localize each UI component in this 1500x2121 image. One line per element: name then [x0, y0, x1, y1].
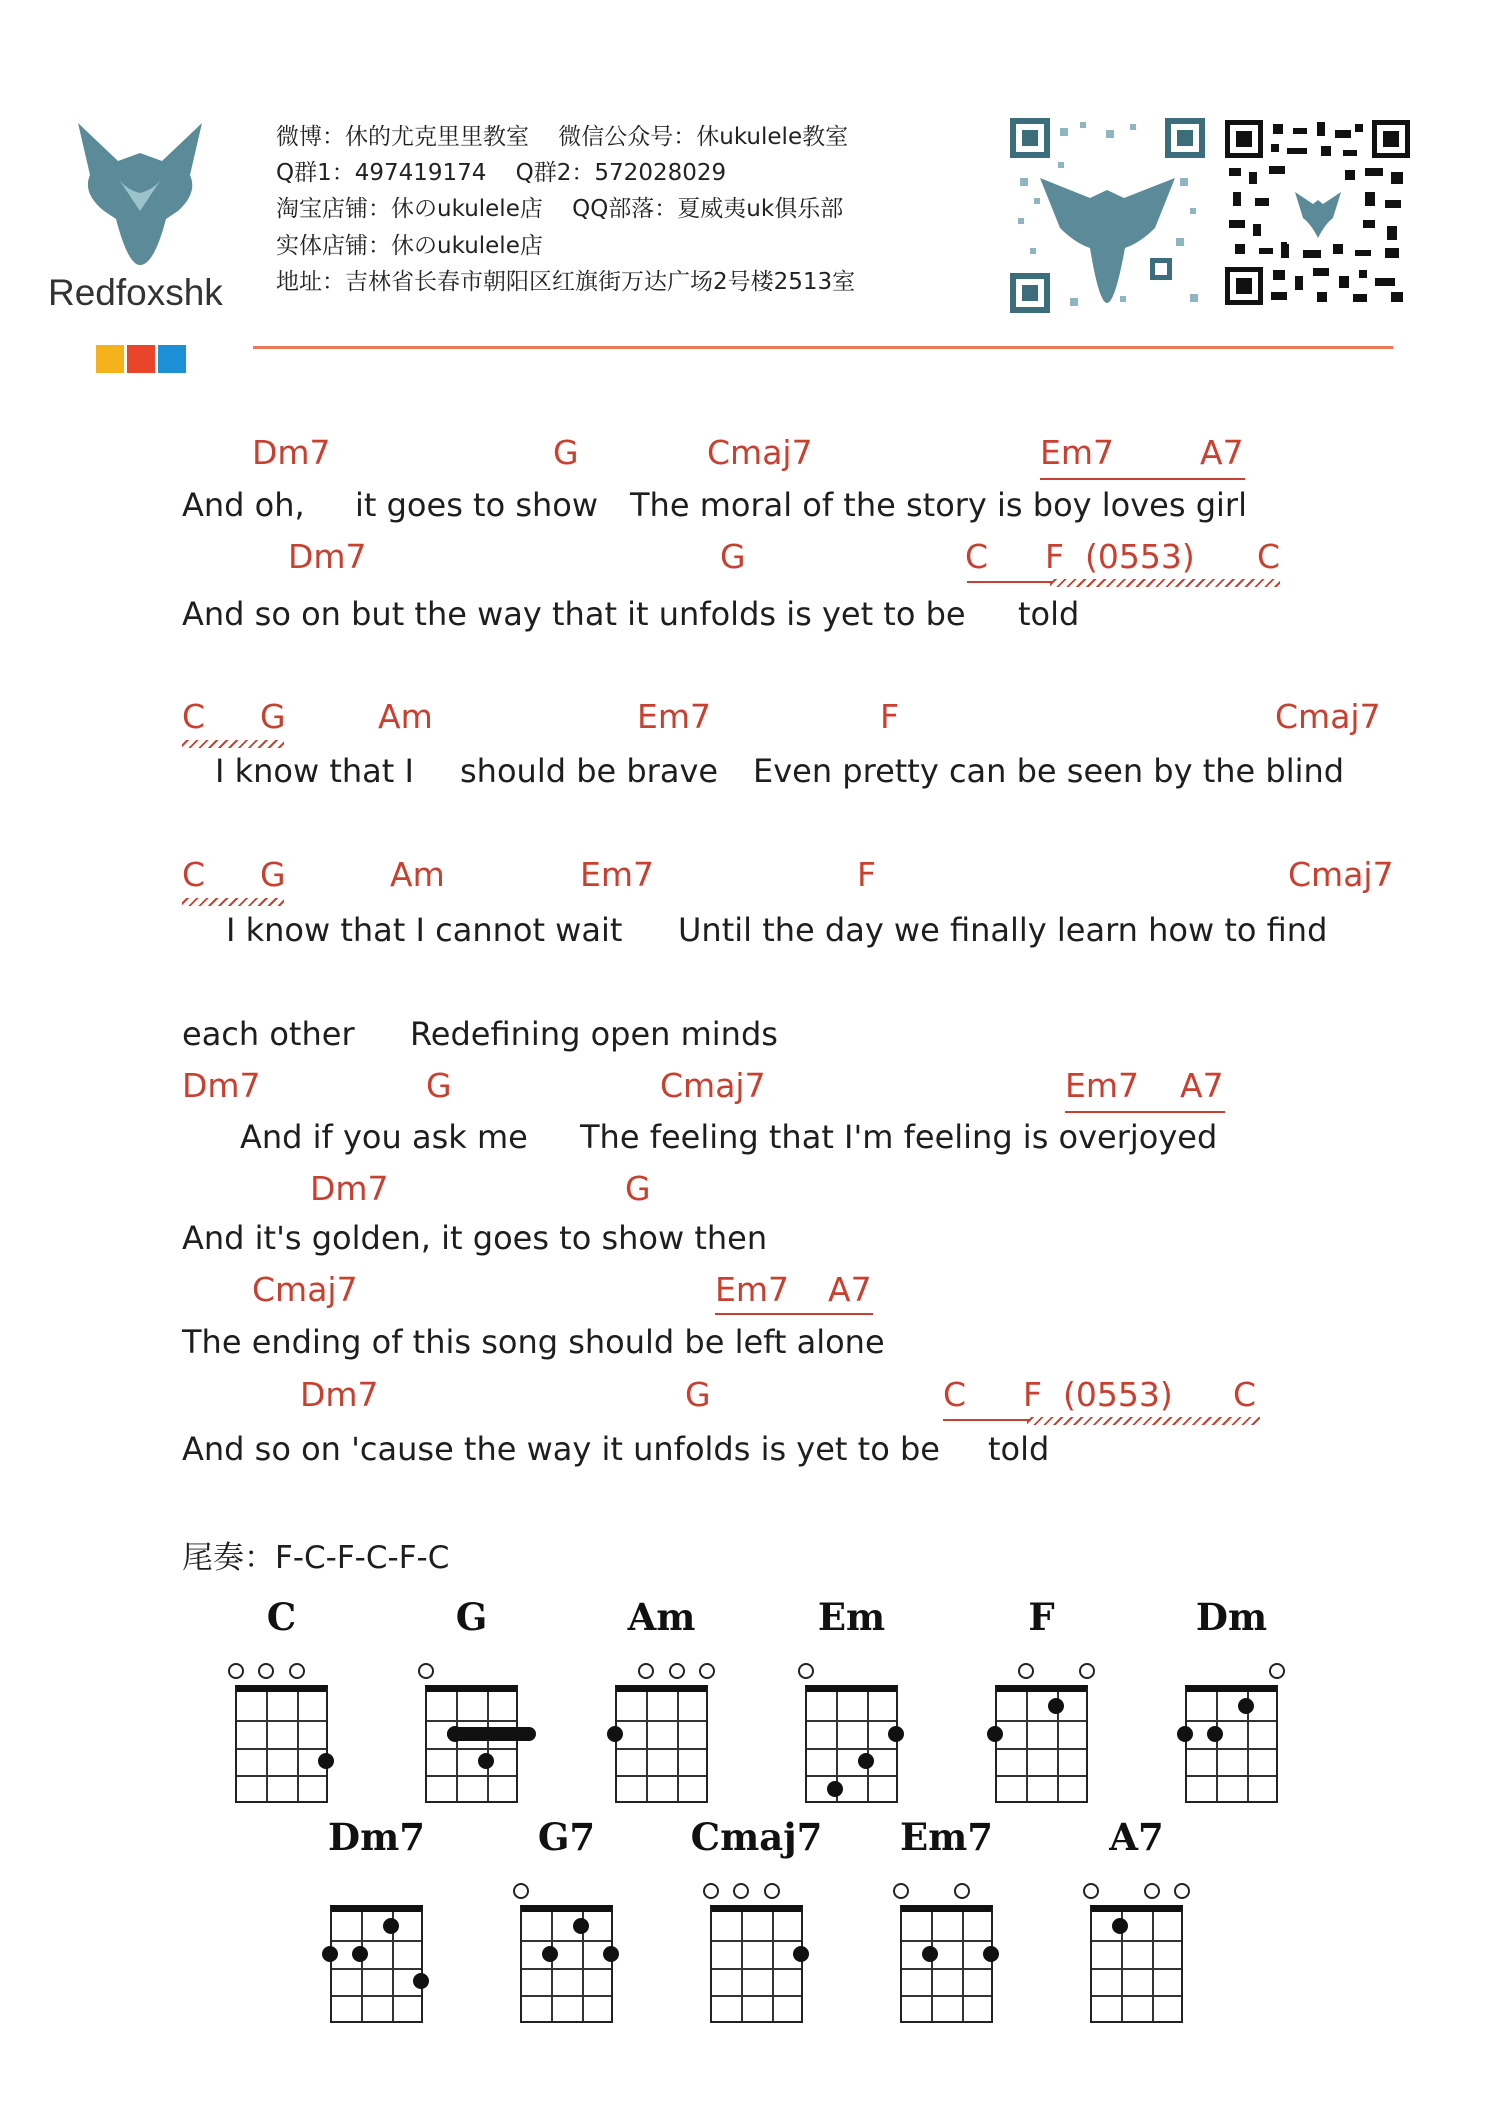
chord-label: Cmaj7 [707, 433, 813, 472]
fret-line [712, 1940, 801, 1942]
fret-line [427, 1720, 516, 1722]
header-divider [253, 346, 1393, 349]
fret-line [1092, 1968, 1181, 1970]
string-line [772, 1912, 774, 2021]
info-line-address: 地址：吉林省长春市朝阳区红旗街万达广场2号楼2513室 [276, 269, 856, 295]
fret-line [807, 1775, 896, 1777]
fret-line [807, 1748, 896, 1750]
finger-dot [542, 1946, 558, 1962]
fret-line [237, 1775, 326, 1777]
open-string-marker [669, 1663, 685, 1679]
finger-dot [478, 1753, 494, 1769]
finger-dot [983, 1946, 999, 1962]
qr-code-taobao[interactable] [1225, 120, 1410, 305]
chord-label: G [553, 433, 579, 472]
chord-label: C [943, 1375, 967, 1414]
open-string-marker [418, 1663, 434, 1679]
fret-line [997, 1775, 1086, 1777]
lyric-line: it goes to show [355, 486, 599, 524]
lyric-line: told [1018, 595, 1080, 633]
fret-line [712, 1968, 801, 1970]
finger-dot [987, 1726, 1003, 1742]
chord-wavy-underline [1050, 579, 1280, 587]
info-line-qq-groups: Q群1：497419174 Q群2：572028029 [276, 160, 727, 186]
fret-line [237, 1720, 326, 1722]
fret-line [1187, 1775, 1276, 1777]
chord-label: G [426, 1066, 452, 1105]
finger-dot [322, 1946, 338, 1962]
fret-line [332, 1940, 421, 1942]
string-line [1026, 1692, 1028, 1801]
open-string-marker [1079, 1663, 1095, 1679]
finger-dot [922, 1946, 938, 1962]
string-line [1152, 1912, 1154, 2021]
finger-dot [383, 1918, 399, 1934]
string-line [677, 1692, 679, 1801]
lyric-line: I know that I [215, 752, 414, 790]
chord-label: Em7 [637, 697, 711, 736]
open-string-marker [258, 1663, 274, 1679]
open-string-marker [1269, 1663, 1285, 1679]
chord-wavy-underline [1027, 1417, 1260, 1425]
fox-logo [70, 115, 210, 265]
chord-chart-grid [615, 1685, 708, 1803]
chord-label: Cmaj7 [660, 1066, 766, 1105]
open-string-marker [699, 1663, 715, 1679]
chord-label: Em7 [1065, 1066, 1139, 1105]
brand-square-red [127, 345, 155, 373]
fret-line [997, 1748, 1086, 1750]
fret-line [902, 1940, 991, 1942]
chord-label: A7 [1200, 433, 1244, 472]
lyric-line: And if you ask me [240, 1118, 528, 1156]
chord-label: Em7 [715, 1270, 789, 1309]
lyric-line: Even pretty can be seen by the blind [753, 752, 1345, 790]
chord-label: Dm7 [288, 537, 367, 576]
string-line [1216, 1692, 1218, 1801]
fret-line [617, 1720, 706, 1722]
chord-chart-grid [805, 1685, 898, 1803]
string-line [266, 1692, 268, 1801]
chord-chart-name: A7 [1109, 1815, 1164, 1859]
lyric-line: Until the day we finally learn how to find [678, 911, 1328, 949]
qr-code-wechat[interactable] [1010, 118, 1205, 313]
finger-dot [352, 1946, 368, 1962]
string-line [867, 1692, 869, 1801]
lyric-line: And so on 'cause the way it unfolds is yet to be [182, 1430, 940, 1468]
chord-label: C [182, 855, 206, 894]
chord-chart-name: Dm [1195, 1595, 1268, 1639]
chord-label: Em7 [1040, 433, 1114, 472]
finger-dot [607, 1726, 623, 1742]
open-string-marker [638, 1663, 654, 1679]
fret-line [1092, 1995, 1181, 1997]
chord-label: G [720, 537, 746, 576]
open-string-marker [1144, 1883, 1160, 1899]
chord-label: F [857, 855, 876, 894]
finger-dot [573, 1918, 589, 1934]
outro-label: 尾奏：F-C-F-C-F-C [182, 1540, 450, 1576]
string-line [297, 1692, 299, 1801]
info-line-shops: 淘宝店铺：休のukulele店 QQ部落：夏威夷uk俱乐部 [276, 196, 844, 222]
chord-chart-name: F [1028, 1595, 1055, 1639]
string-line [551, 1912, 553, 2021]
chord-label: A7 [828, 1270, 872, 1309]
chord-label: F (0553) [1045, 537, 1195, 576]
string-line [456, 1692, 458, 1801]
lyric-line: each other [182, 1015, 355, 1053]
brand-name: Redfoxshk [48, 272, 223, 313]
chord-chart-grid [425, 1685, 518, 1803]
finger-dot [858, 1753, 874, 1769]
lyric-line: And it's golden, it goes to show then [182, 1219, 768, 1257]
brand-square-blue [158, 345, 186, 373]
open-string-marker [893, 1883, 909, 1899]
chord-chart-grid [235, 1685, 328, 1803]
fret-line [712, 1995, 801, 1997]
barre-bar [447, 1727, 536, 1741]
lyric-line: And so on but the way that it unfolds is yet to be [182, 595, 966, 633]
chord-chart-grid [1185, 1685, 1278, 1803]
finger-dot [1207, 1726, 1223, 1742]
chord-chart-grid [330, 1905, 423, 2023]
finger-dot [1238, 1698, 1254, 1714]
info-line-social: 微博：休的尤克里里教室 微信公众号：休ukulele教室 [276, 124, 849, 150]
fret-line [807, 1720, 896, 1722]
open-string-marker [764, 1883, 780, 1899]
open-string-marker [513, 1883, 529, 1899]
fret-line [522, 1940, 611, 1942]
fret-line [427, 1775, 516, 1777]
chord-label: G [625, 1169, 651, 1208]
chord-label: G [685, 1375, 711, 1414]
finger-dot [318, 1753, 334, 1769]
fret-line [902, 1968, 991, 1970]
chord-chart-grid [710, 1905, 803, 2023]
chord-label: Dm7 [252, 433, 331, 472]
lyric-line: told [988, 1430, 1050, 1468]
chord-chart-name: Am [627, 1595, 696, 1639]
brand-square-yellow [96, 345, 124, 373]
lyric-line: And oh, [182, 486, 305, 524]
chord-chart-grid [995, 1685, 1088, 1803]
chord-label: A7 [1180, 1066, 1224, 1105]
fret-line [902, 1995, 991, 1997]
chord-underline [967, 581, 1052, 583]
lyric-line: The ending of this song should be left alone [182, 1323, 885, 1361]
chord-label: C [1233, 1375, 1257, 1414]
open-string-marker [1174, 1883, 1190, 1899]
lyric-line: I know that I cannot wait [226, 911, 623, 949]
chord-label: F [880, 697, 899, 736]
info-line-store: 实体店铺：休のukulele店 [276, 233, 543, 259]
string-line [487, 1692, 489, 1801]
string-line [931, 1912, 933, 2021]
chord-label: G [260, 697, 286, 736]
chord-chart-name: G7 [537, 1815, 596, 1859]
chord-label: Em7 [580, 855, 654, 894]
chord-wavy-underline [182, 898, 284, 906]
chord-underline [1065, 1111, 1225, 1113]
fret-line [522, 1968, 611, 1970]
fret-line [997, 1720, 1086, 1722]
finger-dot [1177, 1726, 1193, 1742]
chord-underline [943, 1419, 1029, 1421]
open-string-marker [1083, 1883, 1099, 1899]
chord-chart-name: Dm7 [328, 1815, 425, 1859]
open-string-marker [954, 1883, 970, 1899]
chord-label: C [182, 697, 206, 736]
finger-dot [888, 1726, 904, 1742]
open-string-marker [733, 1883, 749, 1899]
chord-wavy-underline [182, 740, 284, 748]
finger-dot [413, 1973, 429, 1989]
open-string-marker [228, 1663, 244, 1679]
chord-label: G [260, 855, 286, 894]
finger-dot [603, 1946, 619, 1962]
string-line [361, 1912, 363, 2021]
fret-line [1187, 1748, 1276, 1750]
fret-line [237, 1748, 326, 1750]
chord-label: Dm7 [300, 1375, 379, 1414]
fret-line [332, 1995, 421, 1997]
chord-chart-name: Em [817, 1595, 886, 1639]
open-string-marker [289, 1663, 305, 1679]
chord-chart-name: Em7 [899, 1815, 994, 1859]
fret-line [522, 1995, 611, 1997]
chord-label: C [1257, 537, 1281, 576]
chord-label: Dm7 [182, 1066, 261, 1105]
finger-dot [1048, 1698, 1064, 1714]
string-line [962, 1912, 964, 2021]
lyric-line: Redefining open minds [410, 1015, 778, 1053]
finger-dot [793, 1946, 809, 1962]
chord-chart-name: Cmaj7 [690, 1815, 823, 1859]
fret-line [427, 1748, 516, 1750]
chord-chart-name: C [266, 1595, 297, 1639]
chord-label: Cmaj7 [1275, 697, 1381, 736]
string-line [646, 1692, 648, 1801]
open-string-marker [703, 1883, 719, 1899]
fret-line [617, 1748, 706, 1750]
open-string-marker [798, 1663, 814, 1679]
chord-label: Am [378, 697, 433, 736]
chord-chart-grid [900, 1905, 993, 2023]
chord-label: F (0553) [1023, 1375, 1173, 1414]
chord-underline [1040, 478, 1245, 480]
chord-underline [715, 1313, 873, 1315]
lyric-line: The feeling that I'm feeling is overjoyed [580, 1118, 1218, 1156]
chord-label: Am [390, 855, 445, 894]
chord-label: Dm7 [310, 1169, 389, 1208]
chord-chart-grid [520, 1905, 613, 2023]
fret-line [1092, 1940, 1181, 1942]
chord-chart-name: G [455, 1595, 488, 1639]
chord-chart-grid [1090, 1905, 1183, 2023]
fret-line [1187, 1720, 1276, 1722]
lyric-line: should be brave [460, 752, 719, 790]
chord-label: Cmaj7 [1288, 855, 1394, 894]
open-string-marker [1018, 1663, 1034, 1679]
fret-line [332, 1968, 421, 1970]
string-line [741, 1912, 743, 2021]
fret-line [617, 1775, 706, 1777]
chord-label: Cmaj7 [252, 1270, 358, 1309]
lyric-line: The moral of the story is boy loves girl [630, 486, 1247, 524]
chord-label: C [965, 537, 989, 576]
